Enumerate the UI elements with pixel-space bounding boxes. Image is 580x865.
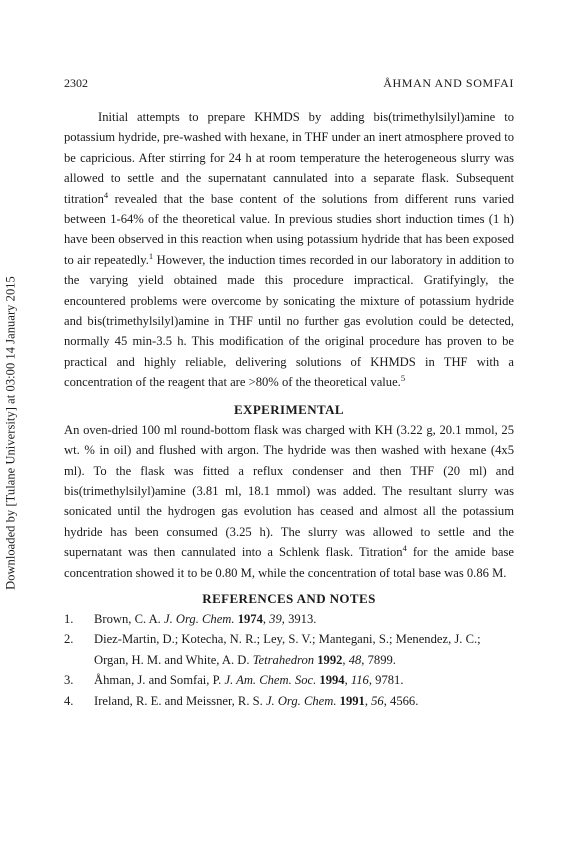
reference-journal: J. Org. Chem.	[265, 693, 337, 708]
reference-pages: , 9781.	[368, 673, 404, 688]
reference-item	[64, 670, 514, 690]
reference-separator: ,	[364, 693, 372, 708]
download-notice: Downloaded by [Tulane University] at 03:00 14 January 2015	[3, 275, 18, 590]
reference-number: 1.	[64, 611, 74, 626]
intro-text-2: revealed that the base content of the solutions from different runs varied between 1-64% of the theoretical value. In previous studies short induction times (1 h) have been observed in this reaction when using potassium hydride that has been exposed to air repeatedly.	[64, 191, 514, 267]
intro-paragraph	[64, 107, 514, 393]
reference-item	[64, 691, 514, 711]
reference-journal: J. Am. Chem. Soc.	[224, 673, 317, 688]
reference-volume: 56	[371, 693, 384, 708]
reference-number: 2.	[64, 632, 74, 647]
reference-authors: Åhman, J. and Somfai, P.	[94, 673, 225, 688]
citation-superscript: 1	[148, 250, 154, 261]
citation-superscript: 5	[400, 373, 406, 384]
experimental-text-2: for the amide base concentration showed it to be 0.80 M, while the concentration of total base was 0.86 M.	[64, 545, 515, 580]
experimental-heading: EXPERIMENTAL	[233, 401, 344, 417]
reference-volume: 39	[269, 611, 282, 626]
citation-superscript: 4	[402, 543, 407, 554]
page-header	[64, 76, 514, 92]
reference-pages: , 3913.	[281, 611, 317, 626]
reference-authors: Brown, C. A.	[94, 611, 164, 626]
experimental-paragraph	[64, 420, 514, 583]
citation-superscript: 4	[103, 189, 109, 200]
reference-item	[64, 629, 514, 670]
reference-list	[64, 609, 514, 711]
reference-journal: J. Org. Chem.	[163, 611, 235, 626]
download-watermark	[3, 260, 19, 605]
reference-volume: 116	[350, 673, 369, 688]
article-body	[64, 107, 514, 711]
experimental-text-1: An oven-dried 100 ml round-bottom flask was charged with KH (3.22 g, 20.1 mmol, 25 wt. % in oil) and flushed with argon. The hydride was then washed with hexane (4x5 ml). To the flask was fitted a reflux condenser and then THF (20 ml) and bis(trimethylsilyl)amine (3.81 ml, 18.1 mmol) was added. The resultant slurry was sonicated until the hydrogen gas evolution has ceased and almost all the potassium hydride has been consumed (3.25 h). The slurry was allowed to settle and the supernatant was then cannulated into a Schlenk flask. Titration	[64, 422, 514, 560]
reference-separator: ,	[342, 652, 349, 667]
reference-pages: , 7899.	[361, 652, 396, 667]
reference-item	[64, 609, 514, 629]
reference-authors: Diez-Martin, D.; Kotecha, N. R.; Ley, S. V.; Mantegani, S.; Menendez, J. C.; Organ, H. M. and White, A. D.	[94, 632, 481, 667]
reference-journal: Tetrahedron	[252, 652, 315, 667]
reference-year: 1994	[319, 673, 345, 688]
intro-text-3: However, the induction times recorded in our laboratory in addition to the varying yield obtained made this procedure impractical. Gratifyingly, the encountered problems were overcome by sonicating the mixture of potassium hydride and bis(trimethylsilyl)amine in THF until no further gas evolution could be detected, normally 45 min-3.5 h. This modification of the original procedure has proven to be practical and highly reliable, delivering solutions of KHMDS in THF with a concentration of the reagent that are >80% of the theoretical value.	[64, 252, 514, 390]
running-head: ÅHMAN AND SOMFAI	[383, 76, 514, 90]
page-number: 2302	[64, 76, 88, 90]
reference-volume: 48	[348, 652, 362, 667]
reference-number: 3.	[64, 673, 74, 688]
reference-number: 4.	[64, 693, 74, 708]
reference-year: 1974	[237, 611, 263, 626]
reference-year: 1992	[317, 652, 343, 667]
intro-text-1: Initial attempts to prepare KHMDS by adding bis(trimethylsilyl)amine to potassium hydride, pre-washed with hexane, in THF under an inert atmosphere proved to be capricious. After stirring for 24 h at room temperature the heterogeneous slurry was allowed to settle and the supernatant cannulated into a separate flask. Subsequent titration	[64, 110, 514, 206]
reference-pages: , 4566.	[383, 693, 419, 708]
reference-year: 1991	[339, 693, 365, 708]
reference-separator: ,	[344, 673, 351, 688]
reference-authors: Ireland, R. E. and Meissner, R. S.	[94, 693, 266, 708]
reference-separator: ,	[262, 611, 270, 626]
references-heading: REFERENCES AND NOTES	[202, 590, 376, 606]
